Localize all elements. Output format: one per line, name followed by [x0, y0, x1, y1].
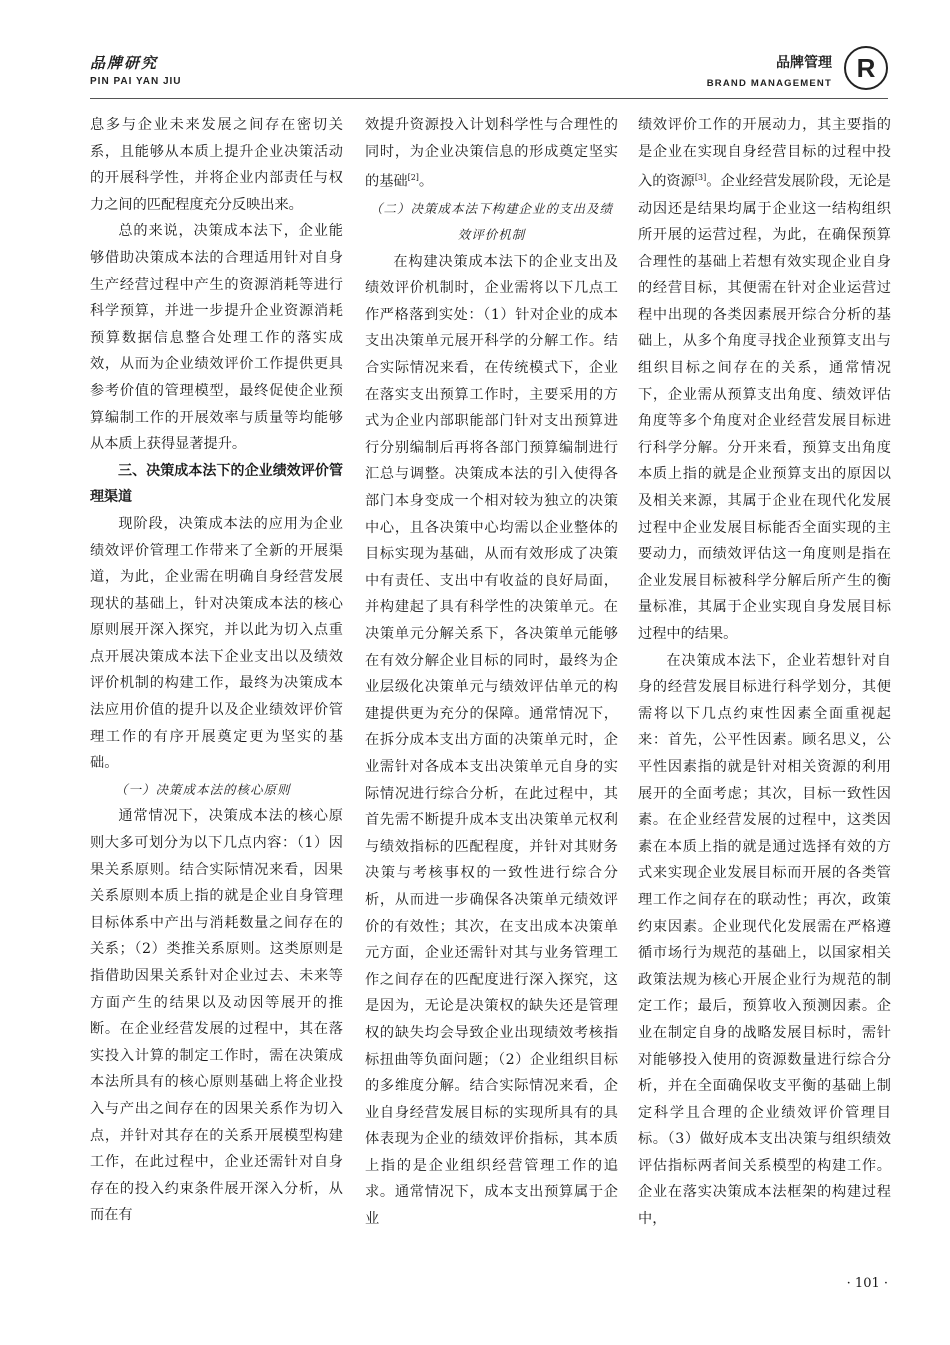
subsection-heading-2: （二）决策成本法下构建企业的支出及绩效评价机制 — [369, 200, 613, 243]
text-column-1 — [90, 112, 343, 1229]
registered-mark-icon — [844, 46, 888, 90]
section-title-cn: 品牌管理 — [776, 55, 832, 71]
header-divider — [90, 98, 888, 99]
text-column-2 — [365, 112, 618, 1233]
paragraph — [365, 112, 618, 196]
subsection-heading-1: （一）决策成本法的核心原则 — [115, 781, 291, 797]
paragraph-text: 效提升资源投入计划科学性与合理性的同时，为企业决策信息的形成奠定坚实的基础 — [365, 117, 618, 190]
paragraph: 息多与企业未来发展之间存在密切关系，且能够从本质上提升企业决策活动的开展科学性，并将企业内部责任与权力之间的匹配程度充分反映出来。 — [90, 117, 343, 213]
text-column-3 — [638, 112, 891, 1233]
section-title-en: BRAND MANAGEMENT — [706, 78, 832, 89]
journal-title-cn: 品牌研究 — [90, 54, 159, 72]
journal-masthead — [90, 52, 182, 87]
citation-ref: [3] — [694, 173, 707, 183]
paragraph-text: 。 — [418, 173, 434, 190]
citation-ref: [2] — [407, 173, 419, 183]
paragraph: 通常情况下，决策成本法的核心原则大多可划分为以下几点内容：（1）因果关系原则。结合实际情况来看，因果关系原则本质上指的就是企业自身管理目标体系中产出与消耗数量之间存在的关系；（2）类推关系原则。这类原则是指借助因果关系针对企业过去、未来等方面产生的结果以及动因等展开的推断。在企业经营发展的过程中，其在落实投入计算的制定工作时，需在决策成本法所具有的核心原则基础上将企业投入与产出之间存在的因果关系作为切入点，并针对其存在的关系开展模型构建工作，在此过程中，企业还需针对自身存在的投入约束条件展开深入分析，从而在有 — [90, 808, 343, 1224]
paragraph-text: 。企业经营发展阶段，无论是动因还是结果均属于企业这一结构组织所开展的运营过程，为此，在确保预算合理性的基础上若想有效实现企业自身的经营目标，其便需在针对企业运营过程中出现的各类因素展开综合分析的基础上，从多个角度寻找企业预算支出与组织目标之间存在的关系，通常情况下，企业需从预算支出角度、绩效评估角度等多个角度对企业经营发展目标进行科学分解。分开来看，预算支出角度本质上指的就是企业预算支出的原因以及相关来源，其属于企业在现代化发展过程中企业发展目标能否全面实现的主要动力，而绩效评估这一角度则是指在企业发展目标被科学分解后所产生的衡量标准，其属于企业实现自身发展目标过程中的结果。 — [638, 173, 891, 643]
section-heading-3: 三、决策成本法下的企业绩效评价管理渠道 — [90, 462, 343, 506]
paragraph-text: 绩效评价工作的开展动力，其主要指的是企业在实现自身经营目标的过程中投入的资源 — [638, 117, 891, 190]
page-number: · 101 · — [846, 1276, 888, 1291]
paragraph: 在构建决策成本法下的企业支出及绩效评价机制时，企业需将以下几点工作严格落到实处：（1）针对企业的成本支出决策单元展开科学的分解工作。结合实际情况来看，在传统模式下，企业在落实支出预算工作时，主要采用的方式为企业内部职能部门针对支出预算进行分别编制后再将各部门预算编制进行汇总与调整。决策成本法的引入使得各部门本身变成一个相对较为独立的决策中心，且各决策中心均需以企业整体的目标实现为基础，从而有效形成了决策中有责任、支出中有收益的良好局面，并构建起了具有科学性的决策单元。在决策单元分解关系下，各决策单元能够在有效分解企业目标的同时，最终为企业层级化决策单元与绩效评估单元的构建提供更为充分的保障。通常情况下，在拆分成本支出方面的决策单元时，企业需针对各成本支出决策单元自身的实际情况进行综合分析，在此过程中，其首先需不断提升成本支出决策单元权利与绩效指标的匹配程度，并针对其财务决策与考核事权的一致性进行综合分析，从而进一步确保各决策单元绩效评价的有效性；其次，在支出成本决策单元方面，企业还需针对其与业务管理工作之间存在的匹配度进行深入探究，这是因为，无论是决策权的缺失还是管理权的缺失均会导致企业出现绩效考核指标扭曲等负面问题；（2）企业组织目标的多维度分解。结合实际情况来看，企业自身经营发展目标的实现所具有的具体表现为企业的绩效评价指标，其本质上指的是企业组织经营管理工作的追求。通常情况下，成本支出预算属于企业 — [365, 253, 618, 1228]
paragraph — [638, 112, 891, 648]
journal-title-pinyin: PIN PAI YAN JIU — [90, 76, 182, 87]
registered-mark-letter: R — [856, 52, 876, 83]
paragraph: 现阶段，决策成本法的应用为企业绩效评价管理工作带来了全新的开展渠道，为此，企业需在明确自身经营发展现状的基础上，针对决策成本法的核心原则展开深入探究，并以此为切入点重点开展决策成本法下企业支出以及绩效评价机制的构建工作，最终为决策成本法应用价值的提升以及企业绩效评价管理工作的有序开展奠定更为坚实的基础。 — [90, 515, 343, 772]
paragraph: 总的来说，决策成本法下，企业能够借助决策成本法的合理适用针对自身生产经营过程中产生的资源消耗等进行科学预算，并进一步提升企业资源消耗预算数据信息整合处理工作的落实成效，从而为企业绩效评价工作提供更具参考价值的管理模型，最终促使企业预算编制工作的开展效率与质量等均能够从本质上获得显著提升。 — [90, 223, 343, 453]
paragraph: 在决策成本法下，企业若想针对自身的经营发展目标进行科学划分，其便需将以下几点约束性因素全面重视起来：首先，公平性因素。顾名思义，公平性因素指的就是针对相关资源的利用展开的全面考虑；其次，目标一致性因素。在企业经营发展的过程中，这类因素在本质上指的就是通过选择有效的方式来实现企业发展目标而开展的各类管理工作之间存在的联动性；再次，政策约束因素。企业现代化发展需在严格遵循市场行为规范的基础上，以国家相关政策法规为核心开展企业行为规范的制定工作；最后，预算收入预测因素。企业在制定自身的战略发展目标时，需针对能够投入使用的资源数量进行综合分析，并在全面确保收支平衡的基础上制定科学且合理的企业绩效评价管理目标。（3）做好成本支出决策与组织绩效评估指标两者间关系模型的构建工作。企业在落实决策成本法框架的构建过程中， — [638, 652, 891, 1228]
section-heading — [707, 52, 832, 89]
